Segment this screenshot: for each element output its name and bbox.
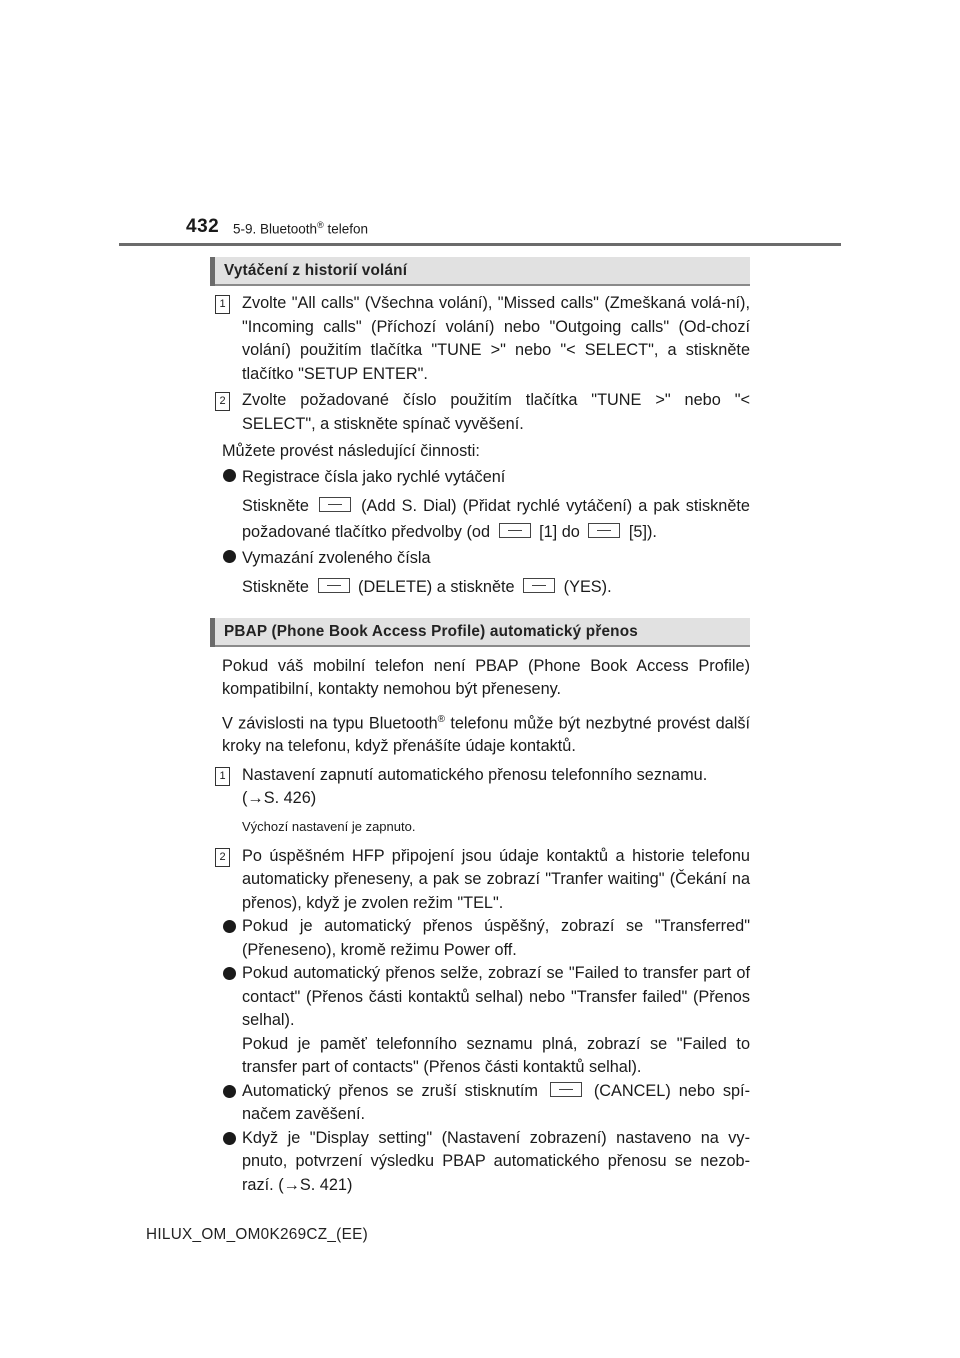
step-badge: 1: [215, 295, 230, 314]
step-text: Nastavení zapnutí automatického přenosu telefonního seznamu.: [242, 765, 708, 784]
section-label: [233, 220, 368, 237]
bullet-text: Automatický přenos se zruší stisknutím: [242, 1081, 538, 1100]
step-badge: 2: [215, 848, 230, 867]
history-step-2: [210, 389, 750, 436]
content: [210, 257, 750, 1197]
header-rule: [119, 243, 841, 246]
bullet-text: Registrace čísla jako rychlé vytáčení: [242, 467, 506, 486]
section-prefix: 5-9. Bluetooth: [233, 221, 318, 237]
history-bullet-1-detail: [210, 493, 750, 545]
pbap-note: Výchozí nastavení je zapnuto.: [242, 818, 416, 834]
registered-mark: ®: [317, 220, 324, 230]
pbap-step-1: [210, 764, 750, 811]
history-bullet-1: [210, 464, 750, 490]
bullet-dot-icon: [223, 967, 236, 980]
pbap-bullet-2: [210, 962, 750, 1080]
page-number: 432: [186, 216, 220, 237]
section-suffix: telefon: [323, 221, 368, 237]
pbap-bullet-4: [210, 1127, 750, 1198]
screen-button-icon: [319, 497, 351, 512]
detail-text: Stiskněte: [242, 577, 309, 596]
step-text: Zvolte požadované číslo použitím tlačítka "TUNE >" nebo "< SELECT", a stiskněte spínač vyvěšení.: [242, 391, 750, 433]
bullet-dot-icon: [223, 1085, 236, 1098]
bullet-text: (CANCEL) nebo spí-načem zavěšení.: [242, 1081, 751, 1124]
page-reference: (→S. 426): [242, 789, 317, 808]
pbap-para-1: Pokud váš mobilní telefon není PBAP (Phone Book Access Profile) kompatibilní, kontakty nemohou být přeneseny.: [222, 656, 750, 698]
detail-text: Stiskněte: [242, 496, 309, 515]
pbap-bullet-3: [210, 1080, 750, 1127]
screen-button-icon: [499, 523, 531, 538]
step-text: Zvolte "All calls" (Všechna volání), "Missed calls" (Zmeškaná volá-ní), "Incoming calls" (Příchozí volání) nebo "Outgoing calls" (Od-chozí volání) použitím tlačítka "TUNE >" nebo "< SELECT", a stiskněte tlačítko "SETUP ENTER".: [242, 294, 750, 383]
pbap-para-2: V závislosti na typu Bluetooth® telefonu může být nezbytné provést další kroky na telefonu, když přenášíte údaje kontaktů.: [222, 713, 750, 756]
heading-call-history: Vytáčení z historií volání: [210, 257, 750, 286]
bullet-dot-icon: [223, 550, 236, 563]
history-intro: Můžete provést následující činnosti:: [222, 442, 480, 460]
step-badge: 2: [215, 392, 230, 411]
detail-text: (Add S. Dial) (Přidat rychlé vytáčení) a pak stiskněte požadované tlačítko předvolby (od: [242, 496, 750, 541]
detail-text: (YES).: [563, 577, 612, 596]
screen-button-icon: [588, 523, 620, 538]
history-bullet-2: [210, 545, 750, 571]
registered-mark: ®: [437, 713, 446, 725]
screen-button-icon: [318, 578, 350, 593]
pbap-step-2: [210, 845, 750, 916]
step-badge: 1: [215, 767, 230, 786]
step-text: Po úspěšném HFP připojení jsou údaje kontaktů a historie telefonu automaticky přeneseny, a pak se zobrazí "Tranfer waiting" (Čekání na přenos), když je zvolen režim "TEL".: [242, 846, 750, 912]
pbap-bullet-1: [210, 915, 750, 962]
document-code: HILUX_OM_OM0K269CZ_(EE): [146, 1226, 368, 1243]
bullet-extra-text: Pokud je paměť telefonního seznamu plná, zobrazí se "Failed to transfer part of contacts" (Přenos části kontaktů selhal).: [242, 1034, 750, 1077]
screen-button-icon: [550, 1082, 582, 1097]
bullet-text: Pokud je automatický přenos úspěšný, zobrazí se "Transferred" (Přeneseno), kromě režimu Power off.: [242, 917, 750, 959]
bullet-dot-icon: [223, 469, 236, 482]
bullet-text: Pokud automatický přenos selže, zobrazí se "Failed to transfer part of contact" (Přenos části kontaktů selhal) nebo "Transfer failed" (Přenos selhal).: [242, 964, 750, 1030]
history-bullet-2-detail: [210, 574, 750, 600]
detail-text: (DELETE) a stiskněte: [358, 577, 515, 596]
heading-pbap: PBAP (Phone Book Access Profile) automatický přenos: [210, 618, 750, 647]
detail-text: [5]).: [628, 522, 657, 541]
screen-button-icon: [523, 578, 555, 593]
bullet-dot-icon: [223, 1132, 236, 1145]
detail-text: [1] do: [539, 522, 580, 541]
bullet-dot-icon: [223, 920, 236, 933]
history-step-1: [210, 292, 750, 386]
bullet-text: Když je "Display setting" (Nastavení zobrazení) nastaveno na vy-pnuto, potvrzení výsledku PBAP automatického přenosu se nezob-razí. (→S. 421): [242, 1128, 750, 1194]
bullet-text: Vymazání zvoleného čísla: [242, 548, 431, 567]
